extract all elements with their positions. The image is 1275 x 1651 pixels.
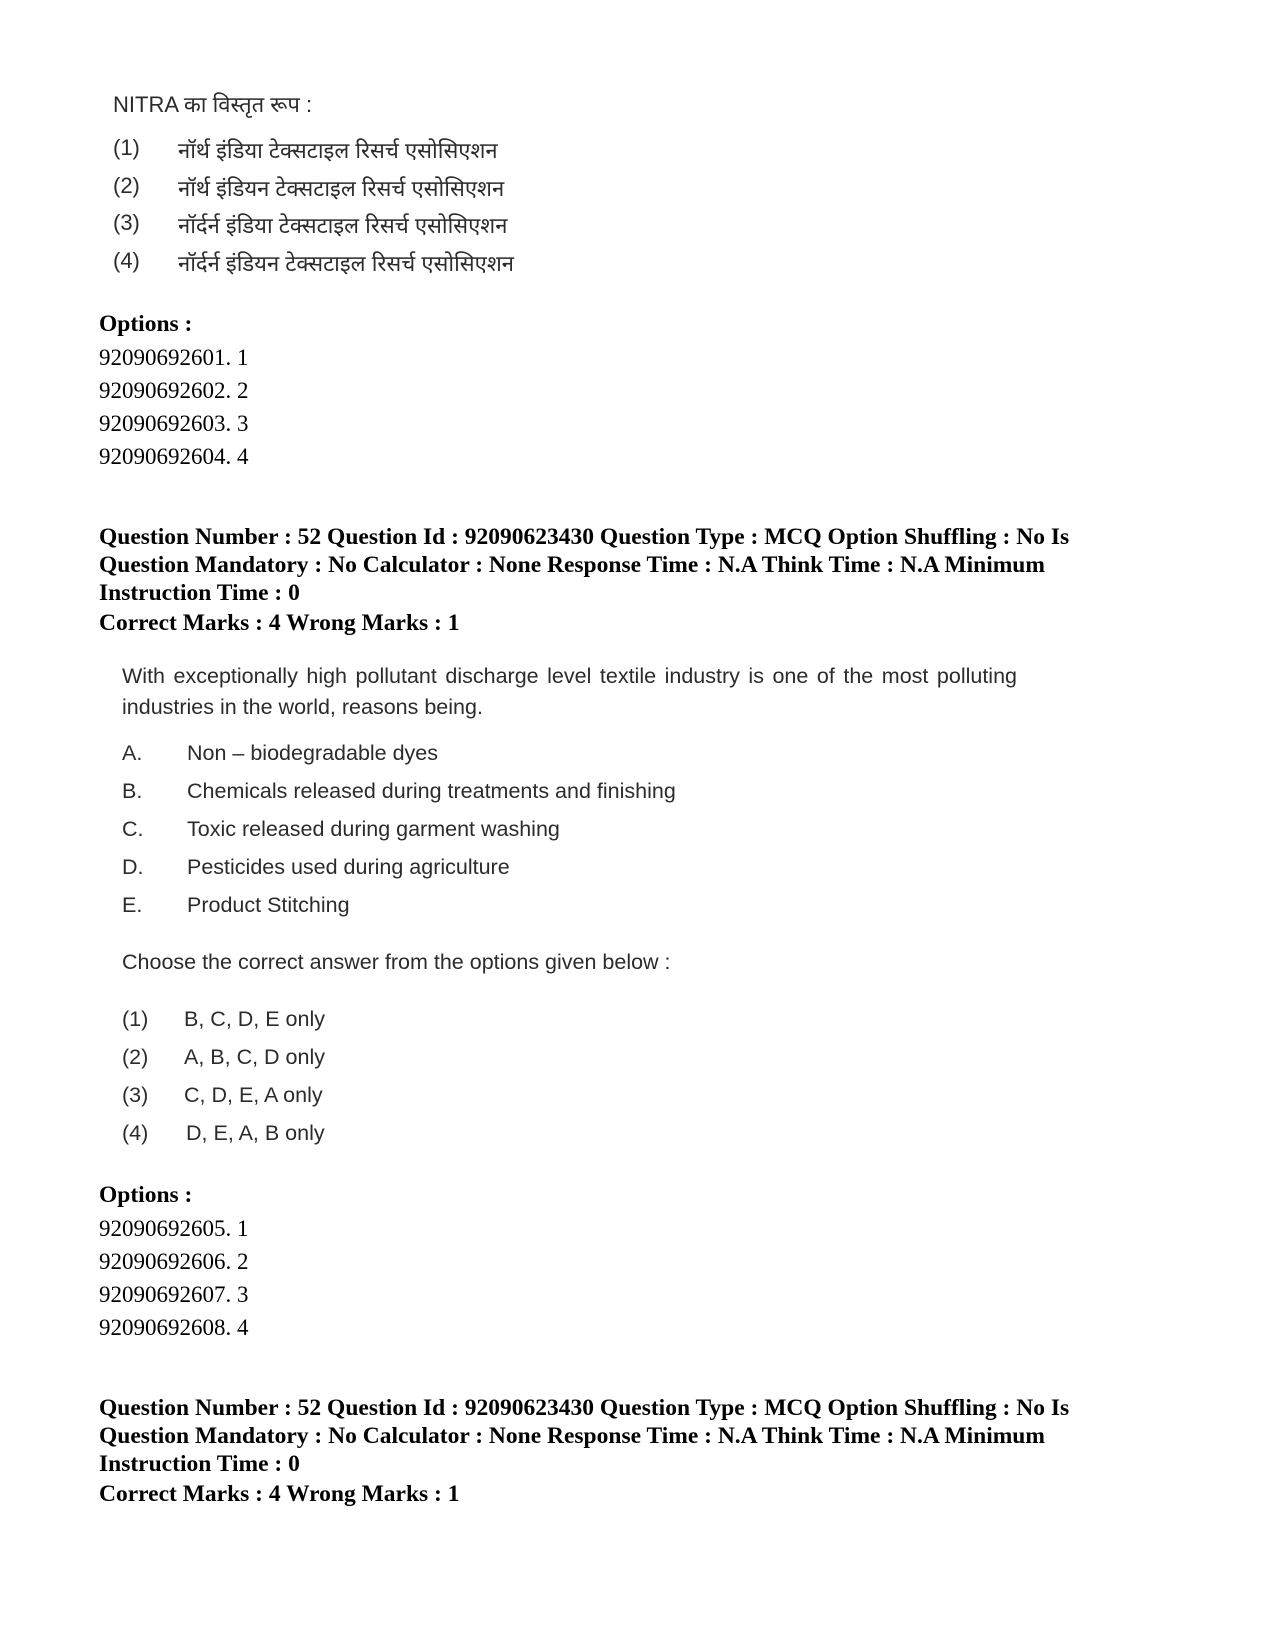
choice-number: (3) bbox=[113, 210, 140, 235]
choice-number: (2) bbox=[113, 173, 140, 198]
option-line: 92090692602. 2 bbox=[99, 378, 249, 403]
statement-text: Product Stitching bbox=[187, 893, 350, 917]
meta-line: Question Number : 52 Question Id : 92090623430 Question Type : MCQ Option Shuffling : No Is bbox=[99, 1395, 1070, 1421]
statement-text: Non – biodegradable dyes bbox=[187, 741, 439, 765]
statement-letter: C. bbox=[122, 817, 144, 841]
question-53-marks: Correct Marks : 4 Wrong Marks : 1 bbox=[99, 1481, 460, 1507]
statement-letter: E. bbox=[122, 893, 143, 917]
option-line: 92090692605. 1 bbox=[99, 1216, 249, 1241]
statement-text: Pesticides used during agriculture bbox=[187, 855, 510, 879]
choice-number: (4) bbox=[122, 1121, 149, 1145]
choice-number: (1) bbox=[122, 1007, 149, 1031]
choice-number: (1) bbox=[113, 135, 140, 160]
choice-text: C, D, E, A only bbox=[184, 1083, 323, 1107]
options-label: Options : bbox=[99, 1182, 193, 1208]
meta-line: Instruction Time : 0 bbox=[99, 1451, 300, 1477]
statement-letter: B. bbox=[122, 779, 143, 803]
choice-text: B, C, D, E only bbox=[184, 1007, 325, 1031]
question-52-marks: Correct Marks : 4 Wrong Marks : 1 bbox=[99, 610, 460, 636]
question-52-meta bbox=[99, 523, 1069, 607]
option-line: 92090692601. 1 bbox=[99, 345, 249, 370]
meta-line: Question Mandatory : No Calculator : None Response Time : N.A Think Time : N.A Minimum bbox=[99, 552, 1045, 578]
choice-text: A, B, C, D only bbox=[184, 1045, 325, 1069]
statement-text: Chemicals released during treatments and finishing bbox=[187, 779, 676, 803]
option-line: 92090692608. 4 bbox=[99, 1315, 249, 1340]
meta-line: Question Number : 52 Question Id : 92090623430 Question Type : MCQ Option Shuffling : No Is bbox=[99, 524, 1070, 550]
choice-text: नॉर्दर्न इंडिया टेक्सटाइल रिसर्च एसोसिएशन bbox=[178, 213, 508, 238]
meta-line: Instruction Time : 0 bbox=[99, 580, 300, 606]
meta-line: Question Mandatory : No Calculator : None Response Time : N.A Think Time : N.A Minimum bbox=[99, 1423, 1045, 1449]
choice-text: D, E, A, B only bbox=[186, 1121, 325, 1145]
question-53-meta bbox=[99, 1394, 1069, 1478]
statement-letter: D. bbox=[122, 855, 144, 879]
question-51-heading: NITRA का विस्तृत रूप : bbox=[113, 92, 313, 117]
choice-number: (2) bbox=[122, 1045, 149, 1069]
choice-number: (4) bbox=[113, 248, 140, 273]
statement-text: Toxic released during garment washing bbox=[187, 817, 560, 841]
option-line: 92090692604. 4 bbox=[99, 444, 249, 469]
choice-text: नॉर्थ इंडिया टेक्सटाइल रिसर्च एसोसिएशन bbox=[178, 138, 498, 163]
choice-number: (3) bbox=[122, 1083, 149, 1107]
question-52-stem: With exceptionally high pollutant discharge level textile industry is one of the most polluting industries in the world, reasons being. bbox=[122, 664, 1017, 719]
choice-text: नॉर्दर्न इंडियन टेक्सटाइल रिसर्च एसोसिएशन bbox=[178, 251, 514, 276]
option-line: 92090692607. 3 bbox=[99, 1282, 249, 1307]
choice-text: नॉर्थ इंडियन टेक्सटाइल रिसर्च एसोसिएशन bbox=[178, 176, 505, 201]
question-52-instruction: Choose the correct answer from the options given below : bbox=[122, 950, 671, 974]
statement-letter: A. bbox=[122, 741, 143, 765]
option-line: 92090692606. 2 bbox=[99, 1249, 249, 1274]
option-line: 92090692603. 3 bbox=[99, 411, 249, 436]
options-label: Options : bbox=[99, 311, 193, 337]
